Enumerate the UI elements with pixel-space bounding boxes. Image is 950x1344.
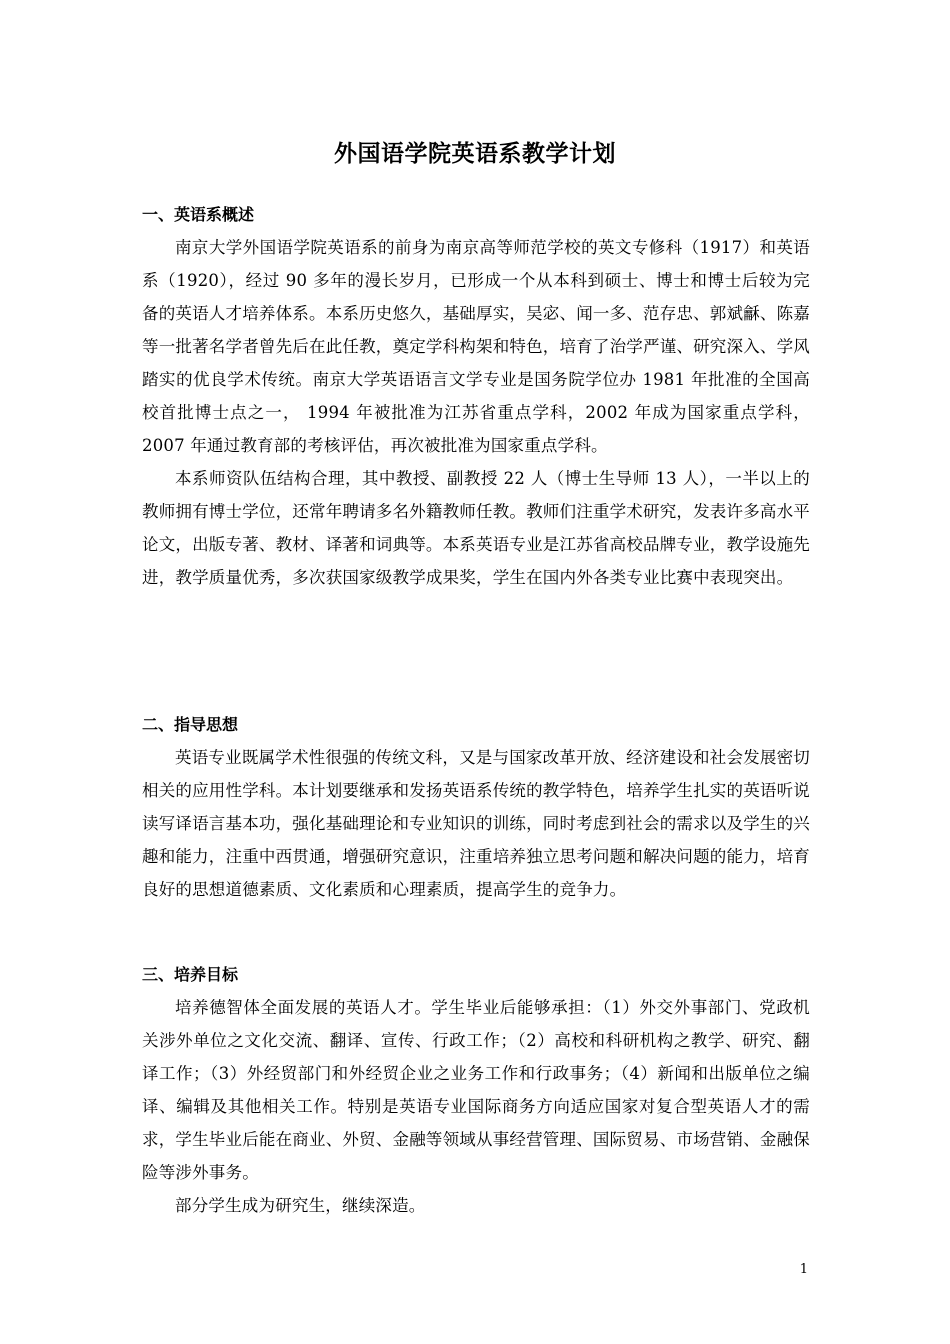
section-guiding-principles — [142, 709, 810, 906]
page-number: 1 — [799, 1262, 808, 1277]
overview-paragraph-history: 南京大学外国语学院英语系的前身为南京高等师范学校的英文专修科（1917）和英语系（1920），经过 90 多年的漫长岁月，已形成一个从本科到硕士、博士和博士后较为完备的英语人才培养体系。本系历史悠久，基础厚实，吴宓、闻一多、范存忠、郭斌龢、陈嘉等一批著名学者曾先后在此任教，奠定学科构架和特色，培育了治学严谨、研究深入、学风踏实的优良学术传统。南京大学英语语言文学专业是国务院学位办 1981 年批准的全国高校首批博士点之一， 1994 年被批准为江苏省重点学科，2002 年成为国家重点学科，2007 年通过教育部的考核评估，再次被批准为国家重点学科。 — [142, 238, 810, 455]
training-goals-paragraph-careers: 培养德智体全面发展的英语人才。学生毕业后能够承担：（1）外交外事部门、党政机关涉外单位之文化交流、翻译、宣传、行政工作；（2）高校和科研机构之教学、研究、翻译工作；（3）外经贸部门和外经贸企业之业务工作和行政事务；（4）新闻和出版单位之编译、编辑及其他相关工作。特别是英语专业国际商务方向适应国家对复合型英语人才的需求，学生毕业后能在商业、外贸、金融等领域从事经营管理、国际贸易、市场营销、金融保险等涉外事务。 — [142, 998, 810, 1182]
section-heading-guiding-principles: 二、指导思想 — [142, 715, 239, 734]
section-overview — [142, 199, 810, 594]
overview-paragraph-faculty: 本系师资队伍结构合理，其中教授、副教授 22 人（博士生导师 13 人），一半以上的教师拥有博士学位，还常年聘请多名外籍教师任教。教师们注重学术研究，发表许多高水平论文，出版专著、教材、译著和词典等。本系英语专业是江苏省高校品牌专业，教学设施先进，教学质量优秀，多次获国家级教学成果奖，学生在国内外各类专业比赛中表现突出。 — [142, 469, 810, 587]
section-heading-overview: 一、英语系概述 — [142, 205, 255, 224]
training-goals-paragraph-graduate: 部分学生成为研究生，继续深造。 — [175, 1196, 426, 1215]
document-title: 外国语学院英语系教学计划 — [334, 141, 616, 167]
section-heading-training-goals: 三、培养目标 — [142, 965, 239, 984]
guiding-principles-paragraph: 英语专业既属学术性很强的传统文科，又是与国家改革开放、经济建设和社会发展密切相关的应用性学科。本计划要继承和发扬英语系传统的教学特色，培养学生扎实的英语听说读写译语言基本功，强化基础理论和专业知识的训练，同时考虑到社会的需求以及学生的兴趣和能力，注重中西贯通，增强研究意识，注重培养独立思考问题和解决问题的能力，培育良好的思想道德素质、文化素质和心理素质，提高学生的竞争力。 — [142, 748, 810, 899]
section-training-goals — [142, 959, 810, 1222]
